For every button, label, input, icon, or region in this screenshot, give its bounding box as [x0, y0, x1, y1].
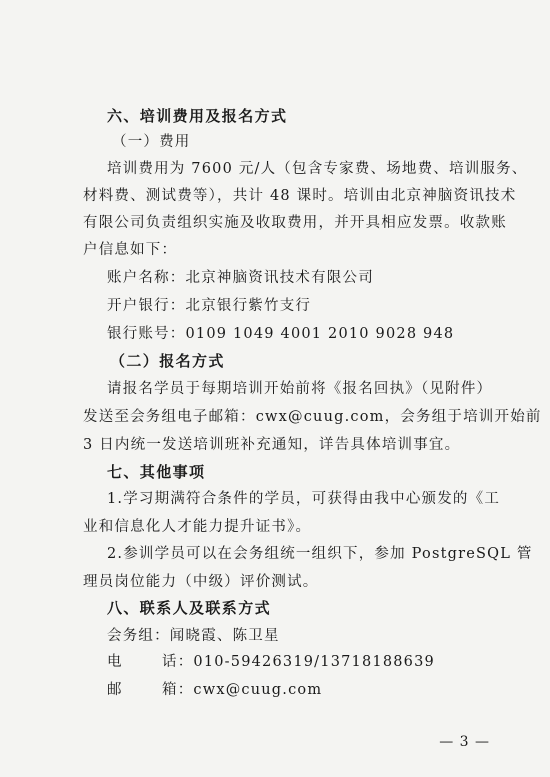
contacts-line: 会务组：闻晓霞、陈卫星: [107, 628, 280, 644]
item-1-line-1: 1.学习期满符合条件的学员，可获得由我中心颁发的《工: [107, 491, 501, 507]
account-name: 账户名称：北京神脑资讯技术有限公司: [107, 270, 374, 286]
page-number: — 3 —: [439, 734, 490, 750]
fee-paragraph-line-4: 户信息如下：: [83, 242, 178, 258]
fee-paragraph-line-1: 培训费用为 7600 元/人（包含专家费、场地费、培训服务、: [107, 161, 528, 177]
signup-paragraph-line-2: 发送至会务组电子邮箱：cwx@cuug.com，会务组于培训开始前: [83, 409, 542, 425]
signup-paragraph-line-1: 请报名学员于每期培训开始前将《报名回执》（见附件）: [107, 381, 493, 397]
fee-subheading: （一）费用: [112, 134, 191, 150]
item-1-line-2: 业和信息化人才能力提升证书》。: [83, 519, 312, 535]
section-7-heading: 七、其他事项: [107, 463, 206, 481]
signup-subheading: （二）报名方式: [110, 352, 225, 370]
email-label: 邮: [107, 682, 123, 698]
fee-paragraph-line-2: 材料费、测试费等），共计 48 课时。培训由北京神脑资讯技术: [83, 188, 517, 204]
account-number: 银行账号：0109 1049 4001 2010 9028 948: [107, 326, 455, 342]
phone-value: 话：010-59426319/13718188639: [162, 654, 435, 670]
fee-paragraph-line-3: 有限公司负责组织实施及收取费用，并开具相应发票。收款账: [83, 215, 507, 231]
bank-name: 开户银行：北京银行紫竹支行: [107, 298, 312, 314]
item-2-line-1: 2.参训学员可以在会务组统一组织下，参加 PostgreSQL 管: [107, 546, 533, 562]
section-6-heading: 六、培训费用及报名方式: [107, 107, 288, 125]
item-2-line-2: 理员岗位能力（中级）评价测试。: [83, 574, 319, 590]
email-value: 箱：cwx@cuug.com: [162, 682, 323, 698]
signup-paragraph-line-3: 3 日内统一发送培训班补充通知，详告具体培训事宜。: [83, 437, 461, 453]
section-8-heading: 八、联系人及联系方式: [107, 599, 272, 617]
phone-label: 电: [107, 654, 123, 670]
